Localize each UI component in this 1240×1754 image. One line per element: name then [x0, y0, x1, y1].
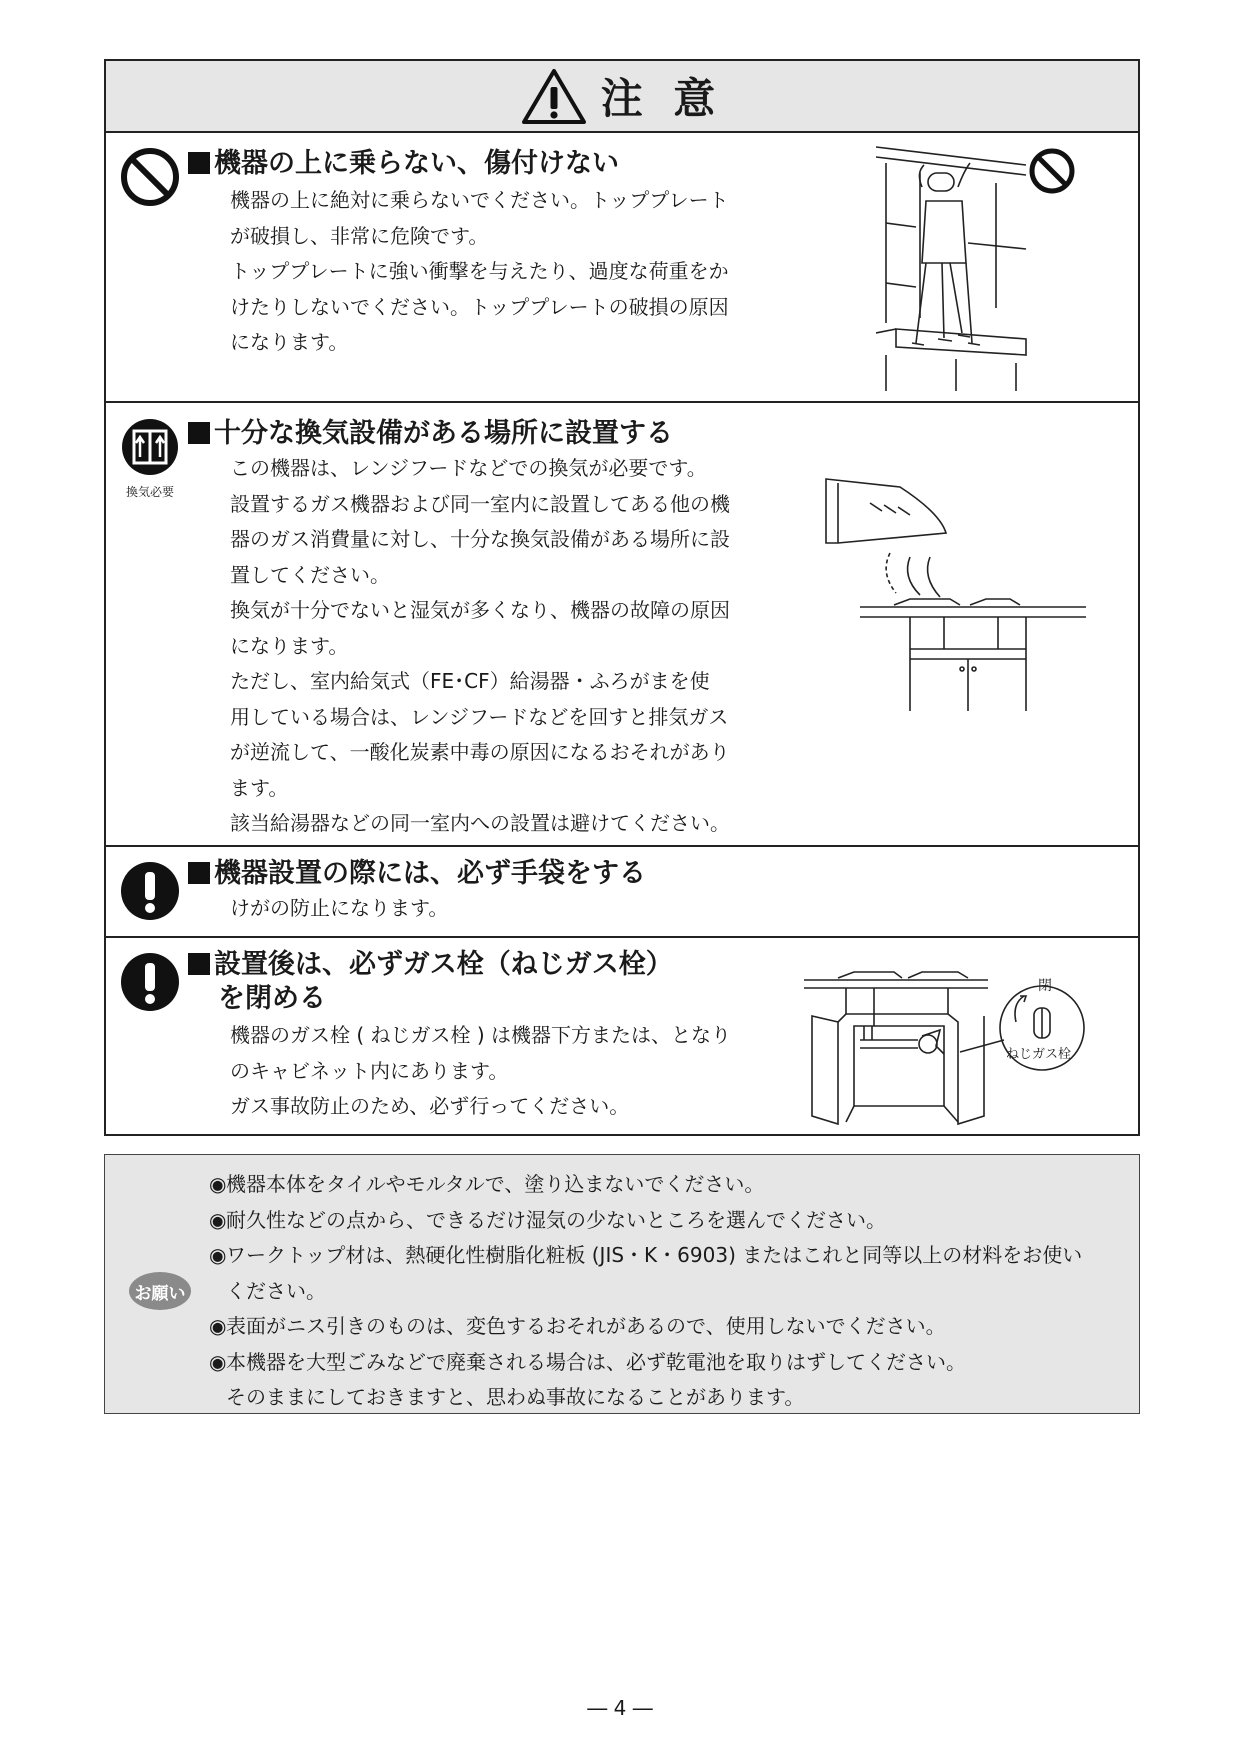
list-item: ◉機器本体をタイルやモルタルで、塗り込まないでください。 — [209, 1172, 765, 1196]
section-title: 機器の上に乗らない、傷付けない — [188, 147, 619, 181]
section-no-climbing — [106, 133, 1138, 401]
section-body: この機器は、レンジフードなどでの換気が必要です。 設置するガス機器および同一室内に設置してある他の機 器のガス消費量に対し、十分な換気設備がある場所に設 置してください。 換気が十分でないと湿気が多くなり、機器の故障の原因 になります。 ただし、室内給気式（FE･CF）給湯器・ふろがまを使 用している場合は、レンジフードなどを回すと排気ガス が逆流して、一酸化炭素中毒の原因になるおそれがあり ます。 該当給湯器などの同一室内への設置は避けてください。 — [230, 456, 730, 835]
gas-valve-illustration — [798, 956, 1098, 1132]
section-body: 機器の上に絶対に乗らないでください。トッププレート が破損し、非常に危険です。 トッププレートに強い衝撃を与えたり、過度な荷重をか けたりしないでください。トッププレートの破損の原因 になります。 — [230, 188, 729, 354]
section-ventilation — [106, 401, 1138, 845]
list-item: ◉ワークトップ材は、熱硬化性樹脂化粧板 (JIS・K・6903) またはこれと同等以上の材料をお使い ください。 — [209, 1243, 1083, 1303]
caution-box — [104, 59, 1140, 1136]
list-item: ◉耐久性などの点から、できるだけ湿気の少ないところを選んでください。 — [209, 1207, 886, 1232]
page-number: ― 4 ― — [587, 1696, 653, 1720]
prohibition-icon — [120, 147, 180, 211]
section-body: 機器のガス栓 ( ねじガス栓 ) は機器下方または、となり のキャビネット内にあります。 ガス事故防止のため、必ず行ってください。 — [230, 1023, 732, 1118]
ventilation-required-icon — [120, 417, 180, 500]
range-hood-illustration — [810, 473, 1092, 713]
valve-label: ねじガス栓 — [1006, 1047, 1072, 1062]
mandatory-action-icon — [120, 952, 180, 1016]
section-title: 設置後は、必ずガス栓（ねじガス栓） を閉める — [188, 948, 673, 1016]
warning-triangle-icon — [521, 67, 587, 125]
close-label: 閉 — [1038, 978, 1052, 994]
section-close-gas-valve — [106, 936, 1138, 1134]
caution-header — [106, 61, 1138, 133]
ventilation-caption: 換気必要 — [125, 485, 174, 499]
prohibition-icon — [1028, 147, 1076, 199]
section-title: 十分な換気設備がある場所に設置する — [188, 417, 673, 451]
section-title: 機器設置の際には、必ず手袋をする — [188, 857, 646, 891]
mandatory-action-icon — [120, 861, 180, 925]
section-body: けがの防止になります。 — [230, 896, 449, 920]
section-gloves — [106, 845, 1138, 936]
caution-title: 注 意 — [600, 74, 724, 123]
person-on-counter-illustration — [876, 143, 1032, 393]
request-badge: お願い — [129, 1272, 191, 1310]
request-list — [209, 1167, 1082, 1416]
list-item: ◉表面がニス引きのものは、変色するおそれがあるので、使用しないでください。 — [209, 1314, 946, 1338]
list-item: ◉本機器を大型ごみなどで廃棄される場合は、必ず乾電池を取りはずしてください。 そのままにしておきますと、思わぬ事故になることがあります。 — [209, 1349, 966, 1409]
request-note-box — [104, 1154, 1140, 1414]
